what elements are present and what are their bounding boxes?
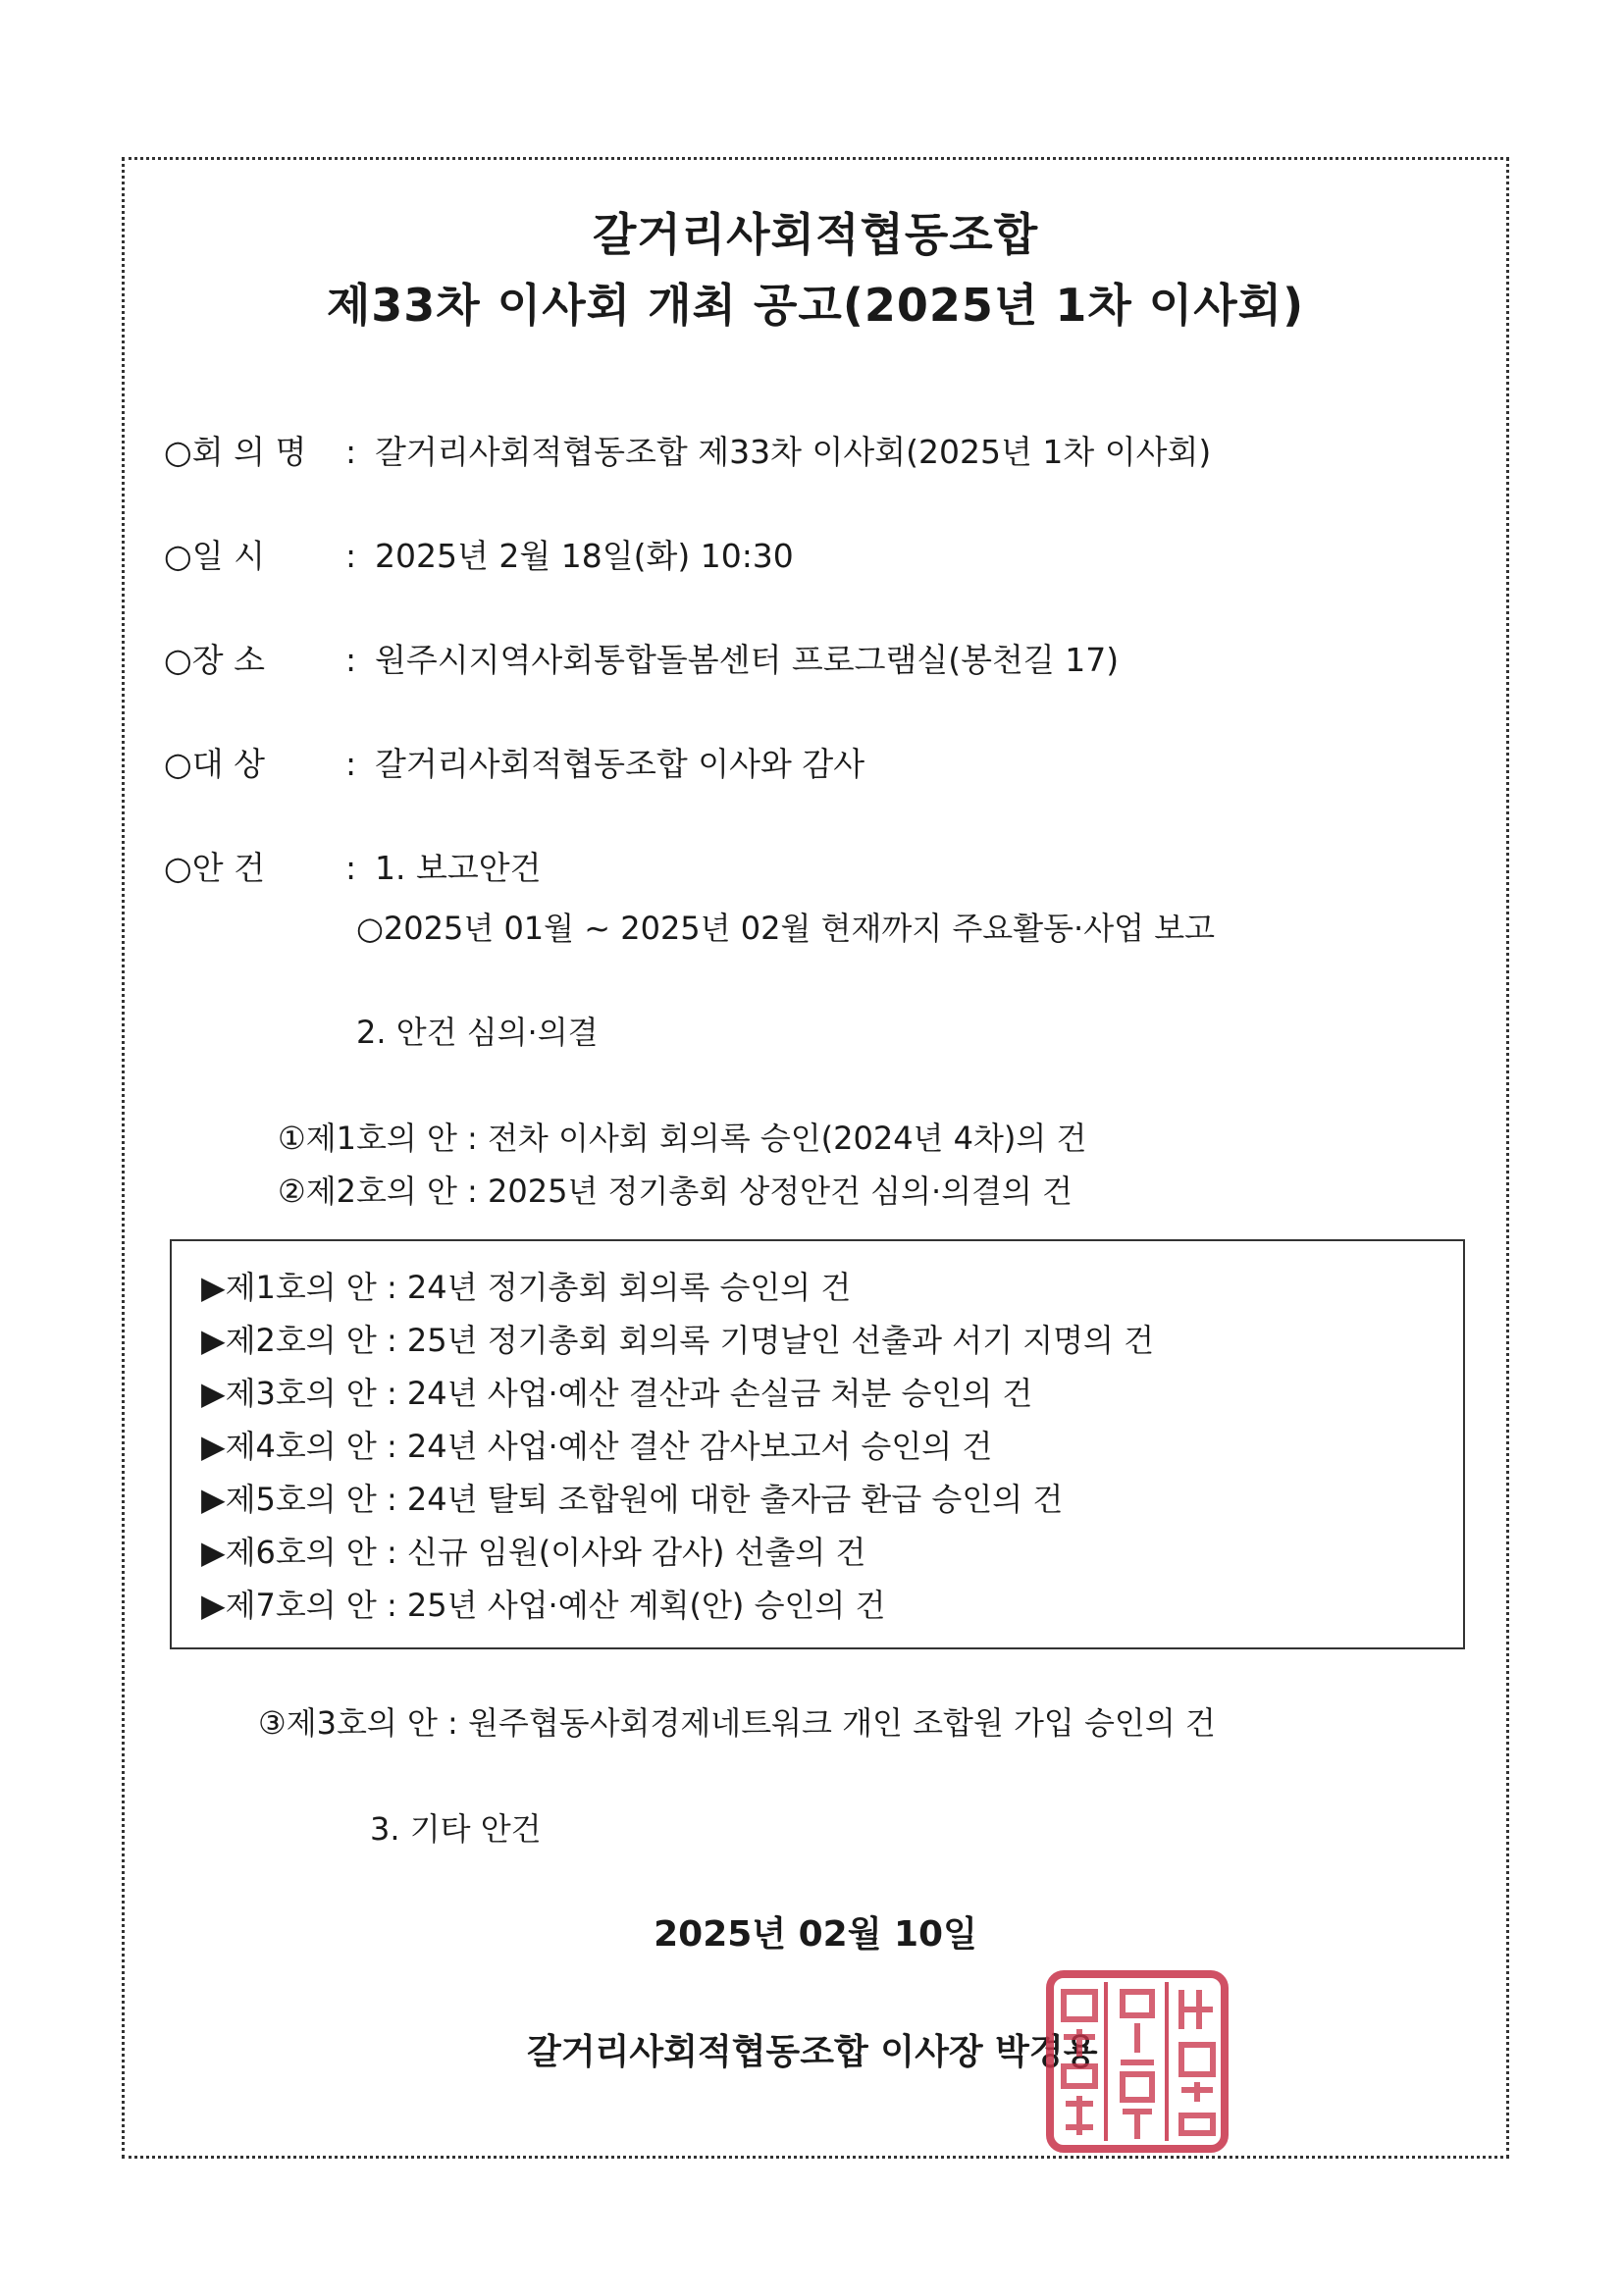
target-value: 갈거리사회적협동조합 이사와 감사 (375, 745, 865, 783)
report-item: ○2025년 01월 ~ 2025년 02월 현재까지 주요활동·사업 보고 (356, 910, 1216, 947)
target-row: ○대 상 : 갈거리사회적협동조합 이사와 감사 (164, 739, 864, 785)
notice-title: 제33차 이사회 개최 공고(2025년 1차 이사회) (326, 279, 1305, 332)
meeting-name-label: ○회 의 명 (164, 433, 307, 471)
sub-agenda-item: ▶제2호의 안 : 25년 정기총회 회의록 기명날인 선출과 서기 지명의 건 (201, 1322, 1154, 1359)
place-label: ○장 소 (164, 641, 266, 679)
datetime-value: 2025년 2월 18일(화) 10:30 (375, 537, 794, 575)
place-value: 원주시지역사회통합돌봄센터 프로그램실(봉천길 17) (375, 641, 1120, 679)
sub-agenda-item: ▶제1호의 안 : 24년 정기총회 회의록 승인의 건 (201, 1269, 852, 1306)
official-seal-icon (1044, 1968, 1230, 2155)
sub-agenda-item: ▶제3호의 안 : 24년 사업·예산 결산과 손실금 처분 승인의 건 (201, 1375, 1033, 1412)
sub-agenda-item: ▶제7호의 안 : 25년 사업·예산 계획(안) 승인의 건 (201, 1587, 886, 1624)
deliberation-title: 2. 안건 심의·의결 (356, 1014, 599, 1051)
agenda-item-2: ②제2호의 안 : 2025년 정기총회 상정안건 심의·의결의 건 (278, 1173, 1073, 1210)
place-row: ○장 소 : 원주시지역사회통합돌봄센터 프로그램실(봉천길 17) (164, 635, 1119, 681)
agenda-item-1: ①제1호의 안 : 전차 이사회 회의록 승인(2024년 4차)의 건 (278, 1120, 1087, 1157)
notice-frame (122, 157, 1509, 2159)
sub-agenda-item: ▶제6호의 안 : 신규 임원(이사와 감사) 선출의 건 (201, 1534, 866, 1571)
org-title: 갈거리사회적협동조합 (592, 208, 1039, 261)
target-label: ○대 상 (164, 745, 266, 783)
sub-agenda-box (170, 1239, 1465, 1649)
agenda-report-title: 1. 보고안건 (375, 849, 542, 887)
other-agenda-title: 3. 기타 안건 (370, 1810, 542, 1848)
agenda-label: ○안 건 (164, 849, 266, 887)
sub-agenda-item: ▶제5호의 안 : 24년 탈퇴 조합원에 대한 출자금 환급 승인의 건 (201, 1481, 1064, 1518)
datetime-label: ○일 시 (164, 537, 266, 575)
signature-line: 갈거리사회적협동조합 이사장 박경용 (527, 2032, 1098, 2072)
agenda-row: ○안 건 : 1. 보고안건 (164, 843, 542, 889)
meeting-name-value: 갈거리사회적협동조합 제33차 이사회(2025년 1차 이사회) (375, 433, 1212, 471)
notice-date: 2025년 02월 10일 (654, 1914, 977, 1955)
sub-agenda-item: ▶제4호의 안 : 24년 사업·예산 결산 감사보고서 승인의 건 (201, 1428, 993, 1465)
agenda-item-3: ③제3호의 안 : 원주협동사회경제네트워크 개인 조합원 가입 승인의 건 (258, 1704, 1216, 1742)
datetime-row: ○일 시 : 2025년 2월 18일(화) 10:30 (164, 531, 794, 577)
meeting-name-row: ○회 의 명 : 갈거리사회적협동조합 제33차 이사회(2025년 1차 이사회) (164, 427, 1211, 473)
